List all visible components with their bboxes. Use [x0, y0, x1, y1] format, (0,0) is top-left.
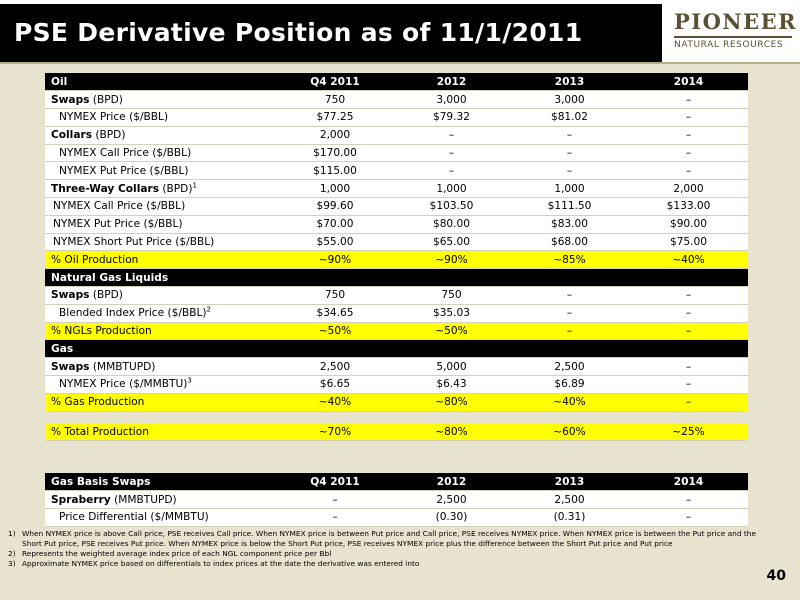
table-row: [45, 509, 748, 527]
table-cell: 3,000: [510, 91, 629, 109]
table-row: [45, 233, 748, 251]
footnote-text: When NYMEX price is above Call price, PSE receives Call price. When NYMEX price is between Put price and Call price, PSE receives NYMEX price. When NYMEX price is between the Put price and the Short Put price, PSE receives Put price. When NYMEX price is below the Short Put price, PSE receives NYMEX price plus the difference between the Short Put price and Put price: [22, 529, 757, 548]
table-header-row: [45, 473, 748, 491]
table-cell: –: [510, 304, 629, 322]
table-cell: 1,000: [393, 180, 510, 198]
table-cell: –: [629, 491, 748, 509]
row-label-bold: Swaps: [51, 93, 90, 106]
row-label-text: (BPD): [92, 129, 126, 142]
row-label-text: Blended Index Price ($/BBL): [59, 307, 207, 320]
row-label: [45, 198, 277, 216]
row-label-text: NYMEX Price ($/BBL): [59, 111, 169, 124]
table-cell: $68.00: [510, 233, 629, 251]
table-header-cell: 2013: [510, 473, 629, 491]
company-logo: [674, 9, 798, 56]
footnote-item: [8, 549, 776, 559]
row-label-text: % NGLs Production: [51, 325, 152, 338]
table-cell: 1,000: [510, 180, 629, 198]
table-cell: $6.89: [510, 376, 629, 394]
row-label-text: % Oil Production: [51, 253, 139, 266]
table-cell: $79.32: [393, 109, 510, 127]
table-cell: –: [629, 393, 748, 411]
table-cell: 750: [277, 287, 393, 305]
row-label: [45, 423, 277, 441]
table-cell: ~50%: [277, 322, 393, 340]
table-row: [45, 180, 748, 198]
table-cell: 2,500: [277, 358, 393, 376]
row-label-text: % Gas Production: [51, 396, 145, 409]
table-header-cell: Q4 2011: [277, 73, 393, 91]
table-cell: 2,000: [629, 180, 748, 198]
row-label-text: NYMEX Put Price ($/BBL): [53, 218, 183, 231]
section-header-row: [45, 340, 748, 358]
table-row: [45, 393, 748, 411]
row-label: [45, 509, 277, 527]
row-label: [45, 491, 277, 509]
logo-subtitle: NATURAL RESOURCES: [674, 40, 784, 50]
page-number: 40: [766, 568, 786, 584]
table-row: [45, 304, 748, 322]
table-cell: –: [629, 376, 748, 394]
row-label-text: (MMBTUPD): [110, 493, 177, 506]
table-cell: $133.00: [629, 198, 748, 216]
table-cell: ~40%: [510, 393, 629, 411]
footnote-number: 2): [8, 549, 16, 558]
footnote-text: Represents the weighted average index price of each NGL component price per Bbl: [22, 549, 332, 558]
table-cell: 750: [277, 91, 393, 109]
table-cell: –: [393, 144, 510, 162]
row-label: [45, 233, 277, 251]
row-label-text: (BPD): [89, 93, 123, 106]
section-header-label: Gas: [45, 340, 748, 358]
table-header-label: Oil: [45, 73, 277, 91]
footnote-ref: 1: [192, 181, 197, 190]
table-header-cell: 2013: [510, 73, 629, 91]
table-cell: –: [510, 162, 629, 180]
row-label-bold: Swaps: [51, 289, 90, 302]
row-label: [45, 126, 277, 144]
table-cell: ~70%: [277, 423, 393, 441]
table-cell: $35.03: [393, 304, 510, 322]
table-row: [45, 423, 748, 441]
table-header-cell: 2014: [629, 473, 748, 491]
table-header-row: [45, 73, 748, 91]
table-cell: ~50%: [393, 322, 510, 340]
table-row: [45, 287, 748, 305]
table-cell: $90.00: [629, 215, 748, 233]
row-label: [45, 358, 277, 376]
row-label: [45, 91, 277, 109]
table-cell: –: [393, 162, 510, 180]
row-label: [45, 144, 277, 162]
table-row: [45, 198, 748, 216]
table-cell: ~25%: [629, 423, 748, 441]
table-cell: 2,500: [510, 358, 629, 376]
table-cell: –: [510, 287, 629, 305]
footnote-text: Approximate NYMEX price based on differentials to index prices at the date the derivative was entered into: [22, 559, 420, 568]
table-cell: –: [510, 322, 629, 340]
footnote-ref: 3: [187, 376, 192, 385]
row-label: [45, 304, 277, 322]
row-label: [45, 376, 277, 394]
slide-header: [0, 0, 800, 62]
table-header-cell: 2014: [629, 73, 748, 91]
table-header-label: Gas Basis Swaps: [45, 473, 277, 491]
table-cell: 2,500: [510, 491, 629, 509]
table-cell: 5,000: [393, 358, 510, 376]
logo-rule: [674, 36, 792, 38]
table-cell: ~85%: [510, 251, 629, 269]
table-cell: $81.02: [510, 109, 629, 127]
row-label-text: NYMEX Price ($/MMBTU): [59, 378, 188, 391]
row-label-text: NYMEX Put Price ($/BBL): [59, 164, 189, 177]
footnotes: [8, 529, 776, 569]
table-cell: –: [277, 491, 393, 509]
table-cell: 1,000: [277, 180, 393, 198]
table-cell: 3,000: [393, 91, 510, 109]
row-label: [45, 180, 277, 198]
table-cell: ~80%: [393, 423, 510, 441]
row-label: [45, 393, 277, 411]
logo-wordmark: PIONEER: [674, 9, 798, 34]
row-label-bold: Three-Way Collars: [51, 182, 160, 195]
table-cell: –: [510, 144, 629, 162]
spacer-row: [45, 411, 748, 423]
table-row: [45, 322, 748, 340]
table-cell: –: [629, 91, 748, 109]
table-cell: ~80%: [393, 393, 510, 411]
section-header-row: [45, 269, 748, 287]
row-label-text: % Total Production: [51, 425, 149, 438]
table-cell: (0.30): [393, 509, 510, 527]
table-row: [45, 162, 748, 180]
footnote-number: 1): [8, 529, 16, 538]
table-cell: $55.00: [277, 233, 393, 251]
table-cell: –: [629, 322, 748, 340]
table-row: [45, 358, 748, 376]
table-cell: ~40%: [629, 251, 748, 269]
table-header-cell: 2012: [393, 473, 510, 491]
row-label-text: Price Differential ($/MMBTU): [59, 511, 209, 524]
table-row: [45, 126, 748, 144]
table-row: [45, 144, 748, 162]
table-cell: –: [510, 126, 629, 144]
table-cell: ~90%: [393, 251, 510, 269]
table-cell: ~90%: [277, 251, 393, 269]
table-cell: $75.00: [629, 233, 748, 251]
table-cell: –: [629, 304, 748, 322]
row-label: [45, 251, 277, 269]
table-cell: –: [629, 358, 748, 376]
table-cell: –: [629, 109, 748, 127]
row-label: [45, 109, 277, 127]
table-cell: –: [629, 126, 748, 144]
row-label-text: NYMEX Call Price ($/BBL): [53, 200, 186, 213]
row-label-text: (MMBTUPD): [89, 360, 156, 373]
table-cell: $34.65: [277, 304, 393, 322]
table-cell: (0.31): [510, 509, 629, 527]
footnote-item: [8, 559, 776, 569]
table-row: [45, 215, 748, 233]
row-label-text: (BPD): [159, 182, 193, 195]
table-row: [45, 491, 748, 509]
table-header-cell: Q4 2011: [277, 473, 393, 491]
table-cell: –: [629, 162, 748, 180]
slide-title: PSE Derivative Position as of 11/1/2011: [14, 18, 583, 47]
derivative-position-table: [45, 73, 748, 441]
table-cell: –: [393, 126, 510, 144]
row-label-text: (BPD): [89, 289, 123, 302]
table-cell: $103.50: [393, 198, 510, 216]
row-label-bold: Collars: [51, 129, 92, 142]
row-label-text: NYMEX Short Put Price ($/BBL): [53, 236, 215, 249]
table-cell: –: [629, 144, 748, 162]
row-label: [45, 162, 277, 180]
table-cell: $6.65: [277, 376, 393, 394]
table-cell: 2,000: [277, 126, 393, 144]
row-label-bold: Swaps: [51, 360, 90, 373]
title-bar: [0, 4, 662, 62]
table-cell: ~60%: [510, 423, 629, 441]
table-cell: 2,500: [393, 491, 510, 509]
table-cell: 750: [393, 287, 510, 305]
table-cell: $77.25: [277, 109, 393, 127]
table-cell: $65.00: [393, 233, 510, 251]
row-label-text: NYMEX Call Price ($/BBL): [59, 147, 192, 160]
table-cell: –: [629, 287, 748, 305]
row-label: [45, 287, 277, 305]
table-cell: $83.00: [510, 215, 629, 233]
footnote-item: [8, 529, 776, 549]
table-cell: $70.00: [277, 215, 393, 233]
footnote-ref: 2: [206, 305, 211, 314]
spacer-cell: [45, 411, 748, 423]
table-cell: –: [277, 509, 393, 527]
table-cell: $99.60: [277, 198, 393, 216]
row-label: [45, 322, 277, 340]
table-row: [45, 376, 748, 394]
table-header-cell: 2012: [393, 73, 510, 91]
table-row: [45, 251, 748, 269]
table-row: [45, 91, 748, 109]
table-cell: –: [629, 509, 748, 527]
table-cell: $6.43: [393, 376, 510, 394]
table-row: [45, 109, 748, 127]
table-cell: $170.00: [277, 144, 393, 162]
section-header-label: Natural Gas Liquids: [45, 269, 748, 287]
gas-basis-swaps-table: [45, 473, 748, 527]
row-label-bold: Spraberry: [51, 493, 111, 506]
table-cell: ~40%: [277, 393, 393, 411]
row-label: [45, 215, 277, 233]
footnote-number: 3): [8, 559, 16, 568]
table-cell: $80.00: [393, 215, 510, 233]
table-cell: $115.00: [277, 162, 393, 180]
table-cell: $111.50: [510, 198, 629, 216]
